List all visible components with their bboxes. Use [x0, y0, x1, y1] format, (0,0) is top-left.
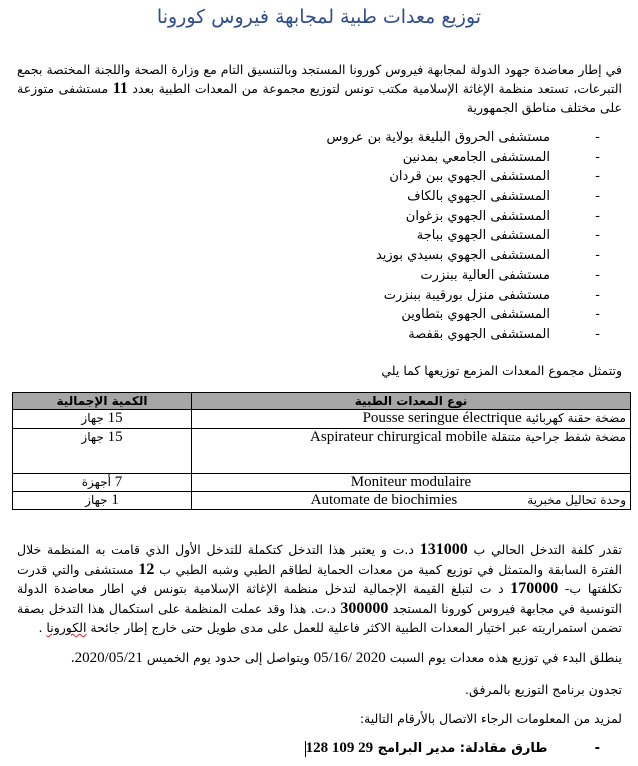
equipment-table — [12, 392, 631, 510]
equipment-quantity: 15 جهاز — [13, 410, 192, 429]
table-row — [13, 492, 631, 510]
list-item: -المستشفى الجهوي بالكاف — [300, 187, 600, 207]
list-item: -المستشفى الجهوي ببن قردان — [300, 167, 600, 187]
bullet-dash: - — [595, 149, 600, 165]
list-item: -المستشفى الجهوي بتطاوين — [300, 305, 600, 325]
equipment-name: Moniteur modulaire — [192, 474, 631, 492]
bullet-dash: - — [595, 169, 600, 185]
list-item: -مستشفى الحروق البليغة بولاية بن عروس — [300, 128, 600, 148]
equipment-quantity: 7 أجهزة — [13, 474, 192, 492]
cost-amount-total: 300000 — [340, 599, 389, 617]
table-row — [13, 474, 631, 492]
hospital-count: 11 — [112, 80, 128, 97]
more-info-text: لمزيد من المعلومات الرجاء الاتصال بالأرقام التالية: — [359, 711, 622, 726]
cost-amount-previous: 170000 — [510, 580, 559, 597]
bullet-dash: - — [595, 248, 600, 264]
bullet-dash: - — [594, 741, 600, 756]
bullet-dash: - — [595, 228, 600, 244]
spellcheck-flagged-word[interactable]: الكورونا — [46, 620, 87, 635]
contact-line — [200, 740, 600, 757]
bullet-dash: - — [595, 189, 600, 205]
table-row — [13, 429, 631, 474]
equipment-name: مضخة شفط جراحية متنقلة Aspirateur chirurgical mobile — [192, 429, 631, 474]
equipment-name: مضخة حقنة كهربائية Pousse seringue électrique — [192, 410, 631, 429]
contact-name-role: طارق مقادلة: مدير البرامج — [377, 741, 548, 756]
attachment-note: تجدون برنامج التوزيع بالمرفق. — [465, 682, 622, 697]
distribution-start-paragraph: ينطلق البدء في توزيع هذه معدات يوم السبت 2020 /05/16 ويتواصل إلى حدود يوم الخميس 2020/05/21. — [70, 650, 622, 666]
contact-phone: 29 109 128 — [305, 740, 374, 756]
equipment-name: وحدة تحاليل مخبريةAutomate de biochimies — [192, 492, 631, 510]
list-item: -المستشفى الجهوي بسيدي بوزيد — [300, 246, 600, 266]
bullet-dash: - — [595, 267, 600, 283]
list-item: -المستشفى الجامعي بمدنين — [300, 148, 600, 168]
list-item: -المستشفى الجهوي بقفصة — [300, 325, 600, 345]
bullet-dash: - — [595, 208, 600, 224]
intro-text: في إطار معاضدة جهود الدولة لمجابهة فيروس كورونا المستجد وبالتنسيق التام مع وزارة الصحة واللجنة المختصة بجمع التبرعات، تستعد منظمة الإغاثة الإسلامية مكتب تونس لتوزيع مجموعة من المعدات الطبية بعدد — [17, 62, 622, 96]
equipment-quantity: 1 جهاز — [13, 492, 192, 510]
hospital-count-previous: 12 — [138, 560, 155, 578]
intro-paragraph — [17, 60, 622, 117]
header-total-quantity: الكمية الإجمالية — [13, 393, 192, 410]
header-equipment-type: نوع المعدات الطبية — [192, 393, 631, 410]
cost-amount-current: 131000 — [419, 541, 468, 558]
bullet-dash: - — [595, 307, 600, 323]
list-item: -مستشفى العالية ببنزرت — [300, 266, 600, 286]
cost-paragraph: تقدر كلفة التدخل الحالي ب 131000 د.ت و يعتبر هذا التدخل كتكملة للتدخل الأول الذي قامت به المنظمة خلال الفترة السابقة والمتمثل في توزيع كمية من معدات الحماية لطاقم الطبي وشبه الطبي ب 12 مستشفى والتي قدرت تكلفتها ب- 170000 د ت لتبلغ القيمة الإجمالية لتدخل منظمة الإغاثة الإسلامية بتونس في اطار معاضدة الدولة التونسية في مجابهة فيروس كورونا المستجد 300000 د.ت. هذا وقد عملت المنظمة على استكمال هذا التدخل بصفة تضمن استمراريته عبر اختيار المعدات الطبية الاكثر فاعلية للعمل على مدى طويل حتى خارج إطار جائحة الكورونا . — [17, 541, 623, 635]
bullet-dash: - — [595, 130, 600, 145]
hospital-list — [300, 128, 600, 345]
equipment-intro: وتتمثل مجموع المعدات المزمع توزيعها كما يلي — [381, 363, 622, 378]
bullet-dash: - — [595, 287, 600, 303]
start-date: 2020 /05/16 — [313, 650, 386, 666]
list-item: -المستشفى الجهوي بباجة — [300, 226, 600, 246]
table-row — [13, 410, 631, 429]
table-header-row — [13, 393, 631, 410]
list-item: -المستشفى الجهوي بزغوان — [300, 207, 600, 227]
end-date: 2020/05/21. — [70, 650, 143, 666]
bullet-dash: - — [595, 326, 600, 342]
equipment-quantity: 15 جهاز — [13, 429, 192, 474]
document-title: توزيع معدات طبية لمجابهة فيروس كورونا — [156, 6, 482, 28]
list-item: -مستشفى منزل بورقيبة ببنزرت — [300, 286, 600, 306]
intro-text-end: مستشفى متوزعة على مختلف مناطق الجمهورية — [17, 81, 622, 115]
